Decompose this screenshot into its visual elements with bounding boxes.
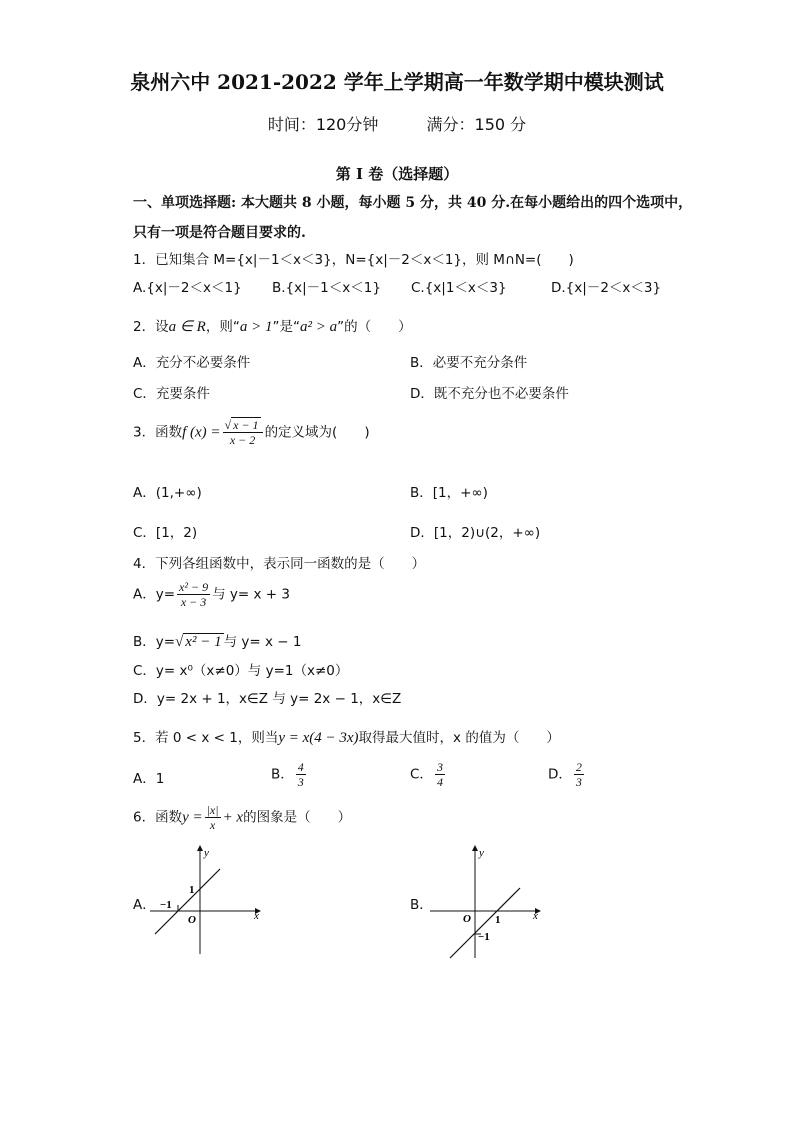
instruction-line-1: 一、单项选择题: 本大题共 8 小题，每小题 5 分，共 40 分.在每小题给出的四个选项中，: [133, 195, 693, 211]
q6-suffix: 的图象是（ ）: [243, 809, 352, 826]
score-label: 满分：150 分: [426, 115, 527, 134]
q3-option-a: A．(1,+∞): [133, 485, 202, 501]
q2-option-d: D．既不充分也不必要条件: [410, 386, 569, 402]
q2-mid2: ”是“: [272, 319, 300, 335]
q5-option-d: [548, 760, 586, 789]
q2-suffix: ”的（ ）: [337, 319, 412, 335]
q4-b-post: 与 y= x − 1: [223, 634, 302, 650]
graph-a-y-label: y: [204, 847, 209, 859]
q5-b-den: 3: [297, 775, 304, 789]
q4-option-a: [133, 580, 290, 609]
q5-option-c: [410, 760, 447, 789]
q6-prefix: 6．函数: [133, 809, 183, 826]
q5-option-b: [271, 760, 308, 789]
q2-option-a: A．充分不必要条件: [133, 355, 251, 371]
q4-option-b: [133, 630, 301, 651]
q5-expr: y = x(4 − 3x): [278, 730, 359, 746]
q6-option-a-label: A．: [133, 897, 156, 913]
graph-a-y-tick: 1: [189, 884, 195, 896]
graph-b-y-tick: −1: [478, 931, 490, 943]
q5-d-num: 2: [575, 760, 582, 774]
q3-radicand: x − 1: [233, 418, 259, 432]
q4-b-pre: B．y=: [133, 634, 176, 650]
q6-numerator: |x|: [206, 803, 219, 817]
graph-b-y-label: y: [479, 847, 484, 859]
q1-option-b: B.{x|－1＜x＜1}: [272, 280, 381, 296]
q3-denominator: x − 2: [229, 433, 256, 447]
q3-fx: f (x) =: [182, 424, 221, 441]
q6-option-b-label: B．: [410, 897, 433, 913]
q3-option-b: B．[1，+∞): [410, 485, 488, 501]
q6-stem: [133, 803, 351, 832]
q6-graph-a: [150, 842, 270, 962]
q3-suffix: 的定义域为( ): [264, 424, 370, 441]
q5-d-fraction: [574, 760, 584, 789]
q2-mid: ，则“: [205, 319, 240, 335]
q5-c-num: 3: [436, 760, 443, 774]
q3-stem: [133, 418, 370, 447]
q5-c-fraction: [435, 760, 445, 789]
q4-b-radicand: x² − 1: [185, 634, 222, 650]
q4-a-pre: A．y=: [133, 586, 176, 603]
q3-prefix: 3．函数: [133, 424, 183, 441]
q6-fraction: [205, 803, 221, 832]
q5-stem: [133, 726, 560, 747]
graph-a-x-label: x: [254, 910, 259, 922]
graph-b-x-label: x: [533, 910, 538, 922]
q5-c-label: C．: [410, 766, 433, 783]
graph-b-x-tick: 1: [495, 914, 501, 926]
q4-b-sqrt: √ x² − 1: [175, 634, 222, 650]
graph-a-x-tick: −1: [160, 899, 172, 911]
q5-b-label: B．: [271, 766, 294, 783]
q6-plus: + x: [222, 809, 244, 826]
q5-b-fraction: [296, 760, 306, 789]
q1-option-a: A.{x|－2＜x＜1}: [133, 280, 242, 296]
q2-option-c: C．充要条件: [133, 386, 210, 402]
graph-b-line: [450, 888, 520, 958]
q5-d-label: D．: [548, 766, 572, 783]
q3-option-c: C．[1，2): [133, 525, 198, 541]
q6-graph-b: [425, 842, 550, 962]
q5-c-den: 4: [436, 775, 443, 789]
q2-prefix: 2．设: [133, 319, 169, 335]
q2-option-b: B．必要不充分条件: [410, 355, 528, 371]
q1-option-c: C.{x|1＜x＜3}: [411, 280, 507, 296]
page-title: 泉州六中 2021-2022 学年上学期高一年数学期中模块测试: [130, 70, 664, 94]
q4-option-c: C．y= x⁰（x≠0）与 y=1（x≠0）: [133, 663, 349, 679]
q5-suffix: 取得最大值时，x 的值为（ ）: [358, 730, 560, 746]
q4-stem: 4．下列各组函数中，表示同一函数的是（ ）: [133, 556, 426, 572]
q4-option-d: D．y= 2x + 1，x∈Z 与 y= 2x − 1，x∈Z: [133, 691, 402, 707]
q2-cond2: a² > a: [299, 319, 338, 335]
q3-option-d: D．[1，2)∪(2，+∞): [410, 525, 541, 541]
graph-b-origin: O: [463, 913, 471, 925]
q5-d-den: 3: [575, 775, 582, 789]
q2-cond1: a > 1: [239, 319, 273, 335]
q4-a-denominator: x − 3: [180, 595, 207, 609]
q5-b-num: 4: [297, 760, 304, 774]
q1-option-d: D.{x|－2＜x＜3}: [551, 280, 662, 296]
section-title: 第 I 卷（选择题）: [335, 165, 459, 183]
q5-prefix: 5．若 0 < x < 1，则当: [133, 730, 279, 746]
instruction-line-2: 只有一项是符合题目要求的.: [133, 225, 306, 241]
graph-a-origin: O: [188, 914, 196, 926]
q3-fraction: [223, 418, 263, 447]
q5-option-a: A．1: [133, 771, 165, 787]
q2-stem: [133, 315, 412, 336]
q1-stem: 1．已知集合 M={x|－1＜x＜3}，N={x|－2＜x＜1}，则 M∩N=( ): [133, 252, 574, 268]
q6-denominator: x: [209, 818, 216, 832]
q4-a-fraction: [177, 580, 210, 609]
q4-a-post: 与 y= x + 3: [212, 586, 290, 603]
q4-a-numerator: x² − 9: [179, 580, 209, 594]
exam-info: [0, 112, 794, 135]
time-label: 时间：120分钟: [267, 115, 379, 134]
q2-set: a ∈ R: [168, 319, 206, 335]
q6-y: y =: [182, 809, 203, 826]
q3-numerator: √ x − 1: [223, 418, 263, 433]
